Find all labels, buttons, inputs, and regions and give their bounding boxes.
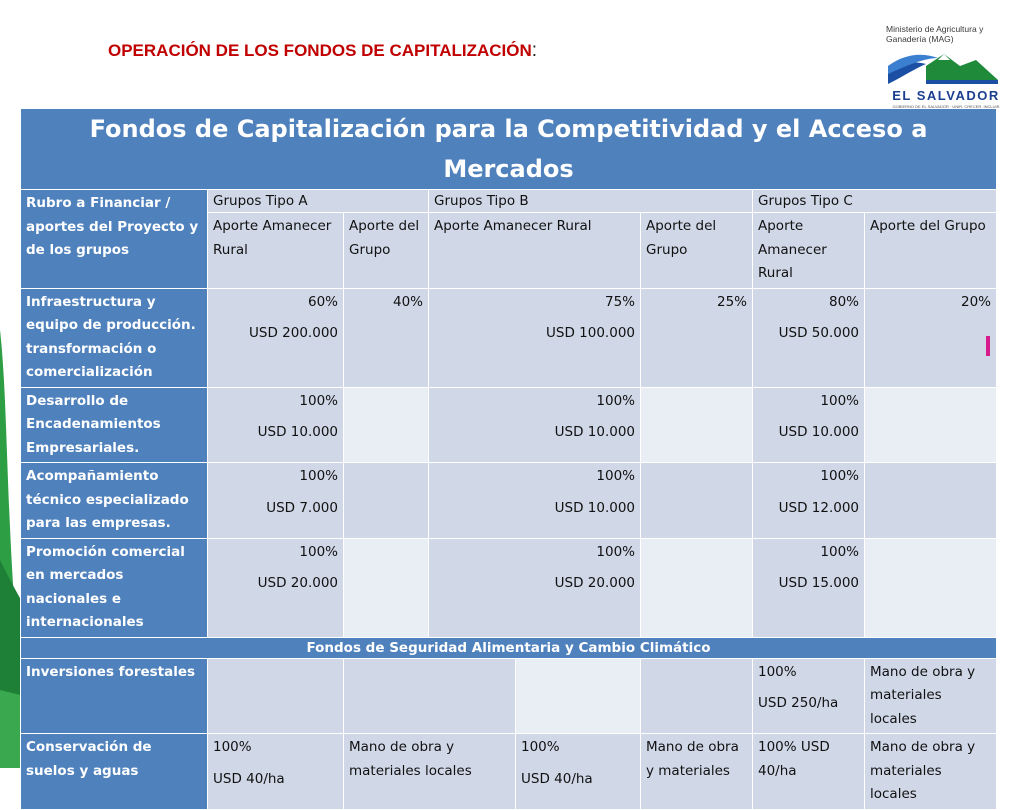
el-salvador-emblem-icon	[886, 46, 1004, 90]
usd-value: USD 7.000	[266, 499, 338, 516]
c-aporte-cell	[753, 387, 865, 463]
table-row	[21, 538, 997, 637]
c-grupo-cell	[865, 387, 997, 463]
row-label: Conservación de suelos y aguas	[21, 734, 208, 810]
usd-value: USD 50.000	[778, 325, 859, 341]
c-aporte-cell	[753, 288, 865, 387]
usd-value: USD 40/ha	[213, 770, 285, 787]
table-row	[21, 734, 997, 810]
usd-value: USD 10.000	[778, 424, 859, 440]
sub-header-b-amanecer: Aporte Amanecer Rural	[429, 213, 641, 289]
c-grupo-cell	[865, 538, 997, 637]
pct-value: 100%	[596, 468, 635, 484]
pct-value: 100%	[299, 468, 338, 484]
b-aporte-cell	[429, 538, 641, 637]
sub-header-a-grupo: Aporte del Grupo	[344, 213, 429, 289]
usd-value: USD 20.000	[554, 575, 635, 591]
c-aporte-cell	[753, 463, 865, 539]
usd-value: USD 100.000	[546, 325, 635, 341]
b-grupo-cell	[641, 538, 753, 637]
a-grupo-cell	[344, 463, 429, 539]
pct-value: 60%	[307, 293, 338, 310]
c-aporte-cell	[753, 658, 865, 734]
sub-header-a-amanecer: Aporte Amanecer Rural	[208, 213, 344, 289]
group-b-header: Grupos Tipo B	[429, 190, 753, 213]
b-aporte-cell	[429, 387, 641, 463]
pct-value: 100%	[299, 543, 338, 560]
row-label: Infraestructura y equipo de producción. transformación o comercialización	[21, 288, 208, 387]
pct-value: 80%	[828, 293, 859, 310]
pct-value: 100%	[820, 543, 859, 560]
a-aporte-cell	[208, 387, 344, 463]
row-label: Desarrollo de Encadenamientos Empresariales.	[21, 387, 208, 463]
row-label: Acompañamiento técnico especializado para las empresas.	[21, 463, 208, 539]
table-row	[21, 387, 997, 463]
slide-title	[108, 40, 537, 62]
usd-value: USD 250/ha	[758, 695, 839, 711]
usd-value: USD 10.000	[554, 424, 635, 440]
pct-value: 100%	[758, 663, 797, 680]
b-grupo-cell	[641, 387, 753, 463]
pct-value: 75%	[604, 293, 635, 310]
c-grupo-cell: Mano de obra y materiales locales	[865, 658, 997, 734]
usd-value: USD 10.000	[257, 424, 338, 440]
table-title: Fondos de Capitalización para la Competitividad y el Acceso a Mercados	[21, 109, 997, 190]
b-aporte-cell	[516, 734, 641, 810]
funds-table	[20, 108, 997, 810]
usd-value: USD 15.000	[778, 575, 859, 591]
a-aporte-cell	[208, 538, 344, 637]
table-row	[21, 463, 997, 539]
group-c-header: Grupos Tipo C	[753, 190, 997, 213]
c-aporte-cell	[753, 538, 865, 637]
row-label: Inversiones forestales	[21, 658, 208, 734]
mag-logo	[884, 24, 1008, 110]
pct-value: 100%	[299, 392, 338, 409]
empty-cell	[208, 658, 344, 734]
pct-value: 100%	[596, 392, 635, 409]
pct-value: 100%	[213, 739, 252, 755]
c-aporte-cell: 100% USD 40/ha	[753, 734, 865, 810]
sub-header-c-grupo: Aporte del Grupo	[865, 213, 997, 289]
c-grupo-cell: Mano de obra y materiales locales	[865, 734, 997, 810]
a-aporte-cell	[208, 288, 344, 387]
group-a-header: Grupos Tipo A	[208, 190, 429, 213]
pct-value: 100%	[521, 739, 560, 755]
b-aporte-cell	[429, 463, 641, 539]
table-row	[21, 658, 997, 734]
usd-value: USD 40/ha	[521, 770, 593, 787]
a-grupo-cell	[344, 538, 429, 637]
b-grupo-cell: Mano de obra y materiales	[641, 734, 753, 810]
empty-cell	[344, 658, 516, 734]
usd-value: USD 20.000	[257, 575, 338, 591]
c-grupo-cell	[865, 463, 997, 539]
text-cursor-marker	[986, 336, 990, 356]
a-aporte-cell	[208, 734, 344, 810]
usd-value: USD 12.000	[778, 499, 859, 516]
usd-value: USD 10.000	[554, 499, 635, 516]
c-grupo-cell: 20%	[865, 288, 997, 387]
rubro-header: Rubro a Financiar / aportes del Proyecto y de los grupos	[21, 190, 208, 289]
table-row	[21, 288, 997, 387]
sub-header-b-grupo: Aporte del Grupo	[641, 213, 753, 289]
pct-value: 100%	[820, 392, 859, 409]
empty-cell	[641, 658, 753, 734]
row-label: Promoción comercial en mercados nacionales e internacionales	[21, 538, 208, 637]
a-grupo-cell: 40%	[344, 288, 429, 387]
logo-tagline-text: GOBIERNO DE EL SALVADOR · UNIR, CRECER, INCLUIR	[892, 104, 1000, 109]
slide-title-colon: :	[531, 40, 538, 61]
logo-country-text: EL SALVADOR	[892, 88, 1000, 103]
pct-value: 100%	[820, 468, 859, 484]
slide-title-text: OPERACIÓN DE LOS FONDOS DE CAPITALIZACIÓN	[108, 41, 532, 60]
sub-header-c-amanecer: Aporte Amanecer Rural	[753, 213, 865, 289]
a-aporte-cell	[208, 463, 344, 539]
b-grupo-cell: 25%	[641, 288, 753, 387]
empty-cell	[516, 658, 641, 734]
logo-ministry-text: Ministerio de Agricultura y Ganadería (MAG)	[886, 24, 984, 44]
b-grupo-cell	[641, 463, 753, 539]
b-aporte-cell	[429, 288, 641, 387]
a-grupo-cell: Mano de obra y materiales locales	[344, 734, 516, 810]
a-grupo-cell	[344, 387, 429, 463]
section-header-seguridad: Fondos de Seguridad Alimentaria y Cambio Climático	[21, 637, 997, 658]
pct-value: 100%	[596, 543, 635, 560]
usd-value: USD 200.000	[249, 325, 338, 341]
